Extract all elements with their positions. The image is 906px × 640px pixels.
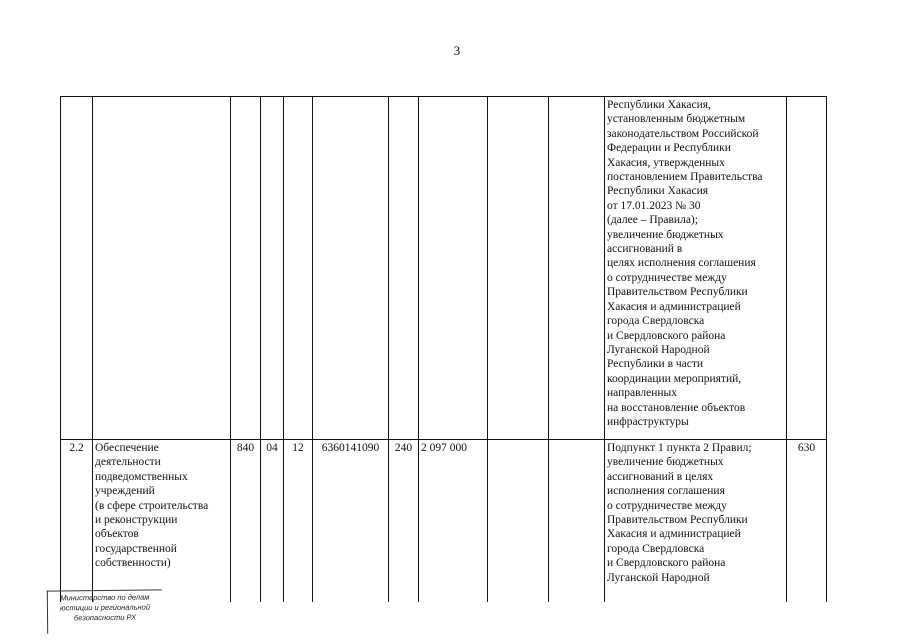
basis-cell: Подпункт 1 пункта 2 Правил; увеличение бюджетных ассигнований в целях исполнения соглашения о сотрудничестве между Правительством Республики Хакасия и администрацией города Свердловска и Свердловского района Луганской Народной — [605, 440, 787, 603]
row-number-cell — [61, 97, 93, 440]
amount-cell-2 — [488, 440, 549, 603]
target-article-cell — [313, 97, 389, 440]
expense-type-cell: 240 — [389, 440, 419, 603]
amount-cell: 2 097 000 — [419, 440, 488, 603]
section-code-cell — [261, 97, 284, 440]
code-cell: 630 — [787, 440, 827, 603]
amount-cell-3 — [549, 97, 605, 440]
subsection-code-cell — [284, 97, 313, 440]
stamp-line: Министерство по делам — [60, 592, 150, 603]
row-name-cell — [93, 97, 231, 440]
basis-cell: Республики Хакасия, установленным бюджетным законодательством Российской Федерации и Республики Хакасия, утвержденных постановлением Правительства Республики Хакасия от 17.01.2023 № 30 (далее – Правила); увеличение бюджетных ассигнований в целях исполнения соглашения о сотрудничестве между Правительством Республики Хакасия и администрацией города Свердловска и Свердловского района Луганской Народной Республики в части координации мероприятий, направленных на восстановление объектов инфраструктуры — [605, 97, 787, 440]
amount-cell — [419, 97, 488, 440]
ministry-code-cell: 840 — [231, 440, 261, 603]
section-code-cell: 04 — [261, 440, 284, 603]
ministry-code-cell — [231, 97, 261, 440]
page-number: 3 — [453, 43, 461, 58]
stamp-line: юстиции и региональной — [59, 602, 151, 613]
expense-type-cell — [389, 97, 419, 440]
row-name-cell: Обеспечение деятельности подведомственных учреждений (в сфере строительства и реконструкции объектов государственной собственности) — [93, 440, 231, 603]
code-cell — [787, 97, 827, 440]
stamp-line: безопасности РХ — [73, 612, 137, 623]
table-row — [61, 440, 827, 603]
table-row — [61, 97, 827, 440]
registration-stamp — [47, 589, 162, 633]
amount-cell-3 — [549, 440, 605, 603]
target-article-cell: 6360141090 — [313, 440, 389, 603]
budget-table — [60, 96, 827, 602]
amount-cell-2 — [488, 97, 549, 440]
subsection-code-cell: 12 — [284, 440, 313, 603]
row-number-cell: 2.2 — [61, 440, 93, 603]
